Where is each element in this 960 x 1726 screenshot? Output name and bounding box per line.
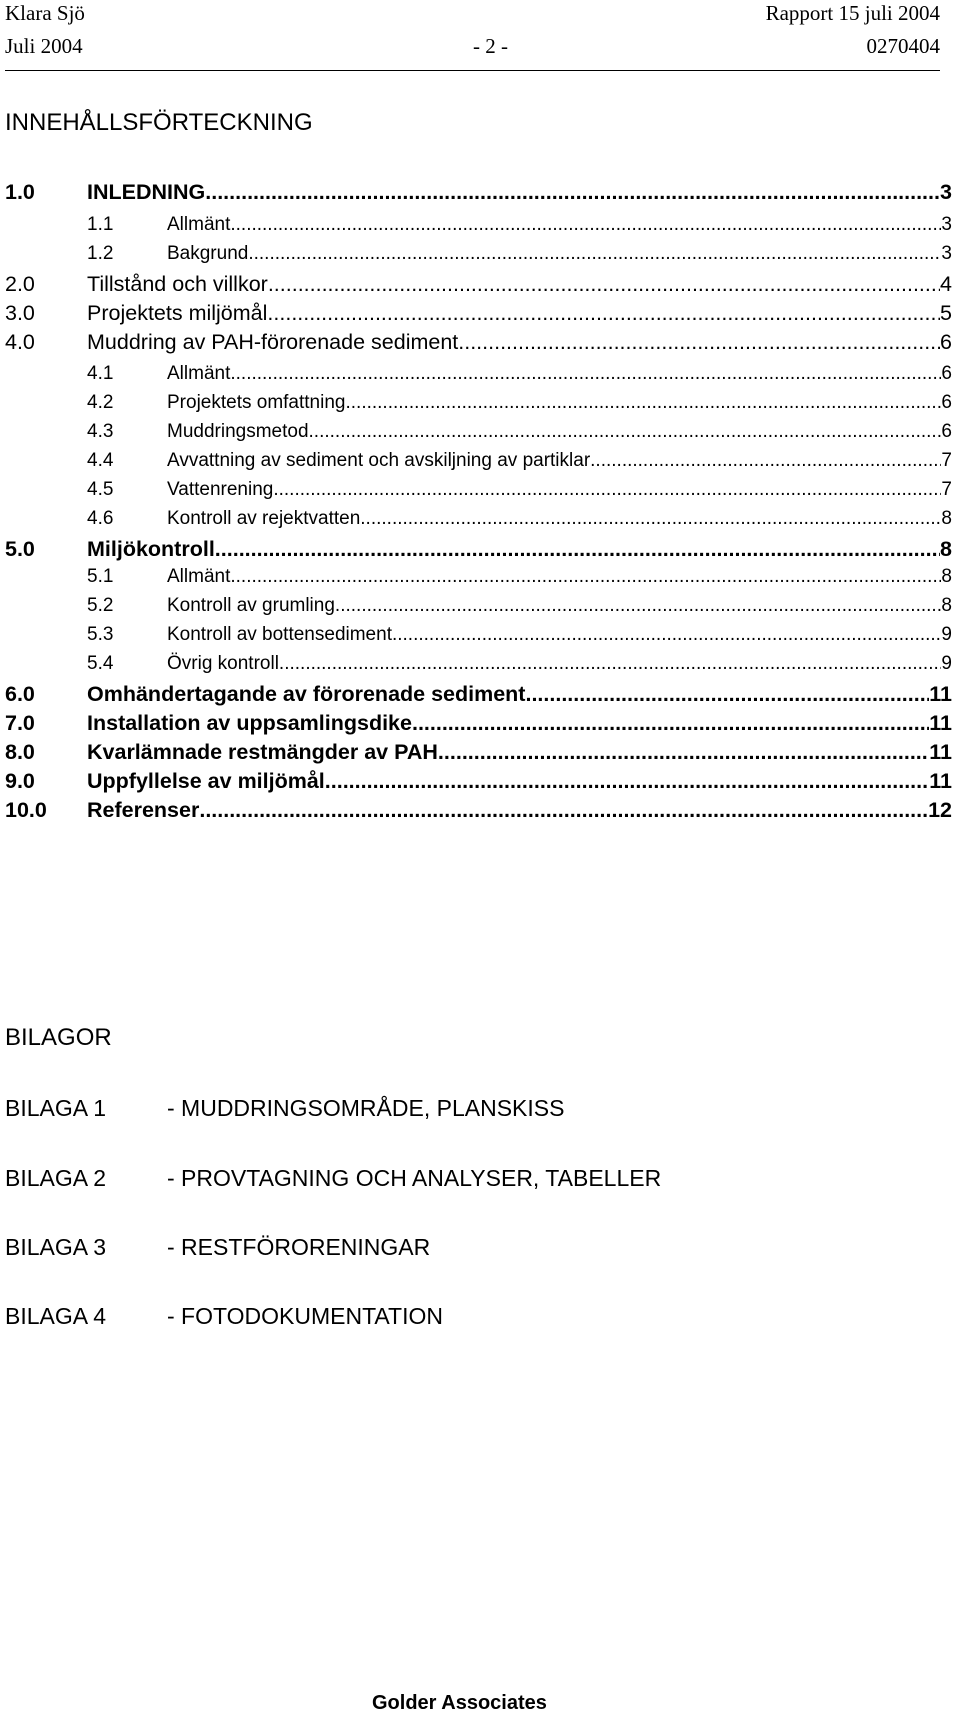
toc-entry-line: [167, 390, 952, 416]
toc-entry-line: [167, 564, 952, 590]
toc-dot-leader: [199, 796, 928, 824]
attachments-heading: BILAGOR: [5, 1024, 112, 1051]
toc-entry-line: [87, 767, 952, 795]
header-document-number: 0270404: [866, 34, 940, 58]
toc-entry-title: INLEDNING: [87, 180, 206, 204]
toc-entry-number: 5.4: [87, 653, 114, 674]
toc-dot-leader: [335, 593, 942, 619]
toc-entry-line: [87, 299, 952, 327]
toc-entry-page: 3: [940, 180, 952, 204]
toc-entry-title: Omhändertagande av förorenade sediment: [87, 682, 526, 706]
toc-entry-title: Kontroll av bottensediment: [167, 624, 392, 645]
toc-entry-number: 4.1: [87, 363, 114, 384]
toc-entry-page: 7: [941, 450, 952, 471]
toc-entry-line: [167, 241, 952, 267]
toc-entry[interactable]: [0, 535, 960, 565]
toc-entry-line: [167, 477, 952, 503]
toc-dot-leader: [392, 622, 941, 648]
toc-entry-title: Kontroll av rejektvatten: [167, 508, 361, 529]
toc-entry-title: Vattenrening: [167, 479, 274, 500]
toc-entry-line: [87, 709, 952, 737]
attachment-label: BILAGA 1: [5, 1095, 107, 1121]
toc-dot-leader: [590, 448, 941, 474]
toc-entry[interactable]: [0, 299, 960, 329]
toc-dot-leader: [273, 477, 941, 503]
toc-dot-leader: [230, 361, 941, 387]
toc-entry-title: Tillstånd och villkor: [87, 272, 268, 296]
toc-dot-leader: [325, 767, 929, 795]
toc-entry-page: 3: [941, 214, 952, 235]
toc-entry-number: 4.4: [87, 450, 114, 471]
toc-entry-line: [167, 506, 952, 532]
toc-entry-line: [87, 796, 952, 824]
toc-entry-page: 8: [941, 566, 952, 587]
toc-entry[interactable]: [0, 328, 960, 358]
toc-entry-number: 9.0: [5, 769, 35, 793]
toc-entry-number: 4.5: [87, 479, 114, 500]
toc-entry-page: 12: [928, 798, 952, 822]
toc-entry-page: 8: [941, 595, 952, 616]
toc-entry-line: [87, 680, 952, 708]
toc-entry-line: [167, 622, 952, 648]
footer-company: Golder Associates: [372, 1692, 547, 1714]
toc-dot-leader: [412, 709, 929, 737]
toc-entry-page: 9: [941, 653, 952, 674]
toc-entry-number: 4.6: [87, 508, 114, 529]
toc-entry-title: Miljökontroll: [87, 537, 215, 561]
toc-entry-title: Allmänt: [167, 214, 231, 235]
attachment-label: BILAGA 3: [5, 1234, 107, 1260]
toc-dot-leader: [279, 651, 942, 677]
toc-entry-number: 10.0: [5, 798, 47, 822]
toc-entry-title: Projektets miljömål: [87, 301, 268, 325]
toc-dot-leader: [525, 680, 929, 708]
toc-entry-title: Bakgrund: [167, 243, 249, 264]
toc-entry-page: 11: [929, 740, 952, 764]
toc-entry[interactable]: [0, 738, 960, 768]
header-report: Rapport 15 juli 2004: [765, 1, 940, 25]
toc-entry-title: Kvarlämnade restmängder av PAH: [87, 740, 438, 764]
toc-entry-number: 5.1: [87, 566, 114, 587]
toc-entry-title: Allmänt: [167, 566, 231, 587]
toc-dot-leader: [360, 506, 941, 532]
toc-entry[interactable]: [0, 767, 960, 797]
toc-dot-leader: [458, 328, 940, 356]
toc-entry-number: 5.3: [87, 624, 114, 645]
toc-entry-title: Allmänt: [167, 363, 231, 384]
toc-heading: INNEHÅLLSFÖRTECKNING: [5, 109, 313, 136]
attachment-label: BILAGA 4: [5, 1303, 107, 1329]
toc-entry-number: 5.2: [87, 595, 114, 616]
toc-dot-leader: [309, 419, 942, 445]
toc-entry[interactable]: [0, 270, 960, 300]
toc-entry-page: 5: [940, 301, 952, 325]
toc-entry-page: 4: [940, 272, 952, 296]
toc-entry-title: Övrig kontroll: [167, 653, 279, 674]
header-page-number: - 2 -: [473, 34, 508, 58]
toc-entry-number: 8.0: [5, 740, 35, 764]
toc-dot-leader: [267, 299, 940, 327]
toc-entry-line: [167, 448, 952, 474]
toc-entry-line: [167, 361, 952, 387]
toc-entry-line: [87, 535, 952, 563]
header-rule: [5, 70, 940, 71]
toc-entry-number: 4.3: [87, 421, 114, 442]
toc-entry[interactable]: [0, 419, 960, 449]
toc-entry-line: [167, 212, 952, 238]
toc-entry-page: 11: [929, 682, 952, 706]
toc-entry[interactable]: [0, 622, 960, 652]
toc-entry-number: 4.2: [87, 392, 114, 413]
toc-entry-title: Kontroll av grumling: [167, 595, 335, 616]
toc-dot-leader: [215, 535, 940, 563]
toc-entry-page: 6: [941, 421, 952, 442]
toc-entry[interactable]: [0, 796, 960, 826]
toc-entry-page: 8: [940, 537, 952, 561]
toc-entry-title: Installation av uppsamlingsdike: [87, 711, 412, 735]
toc-entry-line: [167, 419, 952, 445]
header-author: Klara Sjö: [5, 1, 85, 25]
toc-dot-leader: [230, 212, 941, 238]
toc-entry-page: 11: [929, 711, 952, 735]
toc-entry-page: 6: [940, 330, 952, 354]
toc-dot-leader: [438, 738, 929, 766]
toc-entry[interactable]: [0, 651, 960, 681]
toc-entry-number: 3.0: [5, 301, 35, 325]
header-date: Juli 2004: [5, 34, 83, 58]
toc-entry[interactable]: [0, 178, 960, 208]
toc-entry-page: 6: [941, 392, 952, 413]
toc-entry-page: 8: [941, 508, 952, 529]
toc-entry-number: 1.2: [87, 243, 114, 264]
toc-entry[interactable]: [0, 564, 960, 594]
toc-entry[interactable]: [0, 361, 960, 391]
toc-entry-title: Muddring av PAH-förorenade sediment: [87, 330, 459, 354]
toc-entry-page: 7: [941, 479, 952, 500]
toc-entry[interactable]: [0, 709, 960, 739]
toc-entry[interactable]: [0, 390, 960, 420]
toc-entry-number: 2.0: [5, 272, 35, 296]
attachment-description: - FOTODOKUMENTATION: [167, 1303, 443, 1329]
attachment-description: - PROVTAGNING OCH ANALYSER, TABELLER: [167, 1165, 662, 1191]
toc-entry-number: 5.0: [5, 537, 35, 561]
toc-entry[interactable]: [0, 506, 960, 536]
toc-entry-title: Referenser: [87, 798, 200, 822]
attachment-description: - RESTFÖRORENINGAR: [167, 1234, 431, 1260]
toc-entry-title: Uppfyllelse av miljömål: [87, 769, 325, 793]
toc-dot-leader: [230, 564, 941, 590]
toc-entry-page: 11: [929, 769, 952, 793]
toc-entry[interactable]: [0, 593, 960, 623]
toc-entry-line: [87, 178, 952, 206]
toc-entry-line: [167, 593, 952, 619]
toc-entry-page: 3: [941, 243, 952, 264]
toc-dot-leader: [268, 270, 940, 298]
toc-entry-line: [87, 270, 952, 298]
toc-entry[interactable]: [0, 680, 960, 710]
toc-dot-leader: [345, 390, 941, 416]
toc-entry-title: Muddringsmetod: [167, 421, 309, 442]
toc-entry-title: Avvattning av sediment och avskiljning av partiklar: [167, 450, 591, 471]
toc-entry[interactable]: [0, 448, 960, 478]
toc-entry[interactable]: [0, 477, 960, 507]
toc-entry-number: 1.1: [87, 214, 114, 235]
attachment-description: - MUDDRINGSOMRÅDE, PLANSKISS: [167, 1095, 565, 1121]
toc-entry[interactable]: [0, 241, 960, 271]
toc-entry-number: 7.0: [5, 711, 35, 735]
toc-entry-number: 6.0: [5, 682, 35, 706]
toc-entry-line: [87, 738, 952, 766]
attachment-label: BILAGA 2: [5, 1165, 107, 1191]
toc-entry-line: [87, 328, 952, 356]
toc-entry-line: [167, 651, 952, 677]
toc-entry-page: 6: [941, 363, 952, 384]
toc-entry-title: Projektets omfattning: [167, 392, 346, 413]
toc-entry-number: 4.0: [5, 330, 35, 354]
toc-dot-leader: [248, 241, 941, 267]
toc-entry[interactable]: [0, 212, 960, 242]
toc-dot-leader: [205, 178, 940, 206]
toc-entry-number: 1.0: [5, 180, 35, 204]
toc-entry-page: 9: [941, 624, 952, 645]
